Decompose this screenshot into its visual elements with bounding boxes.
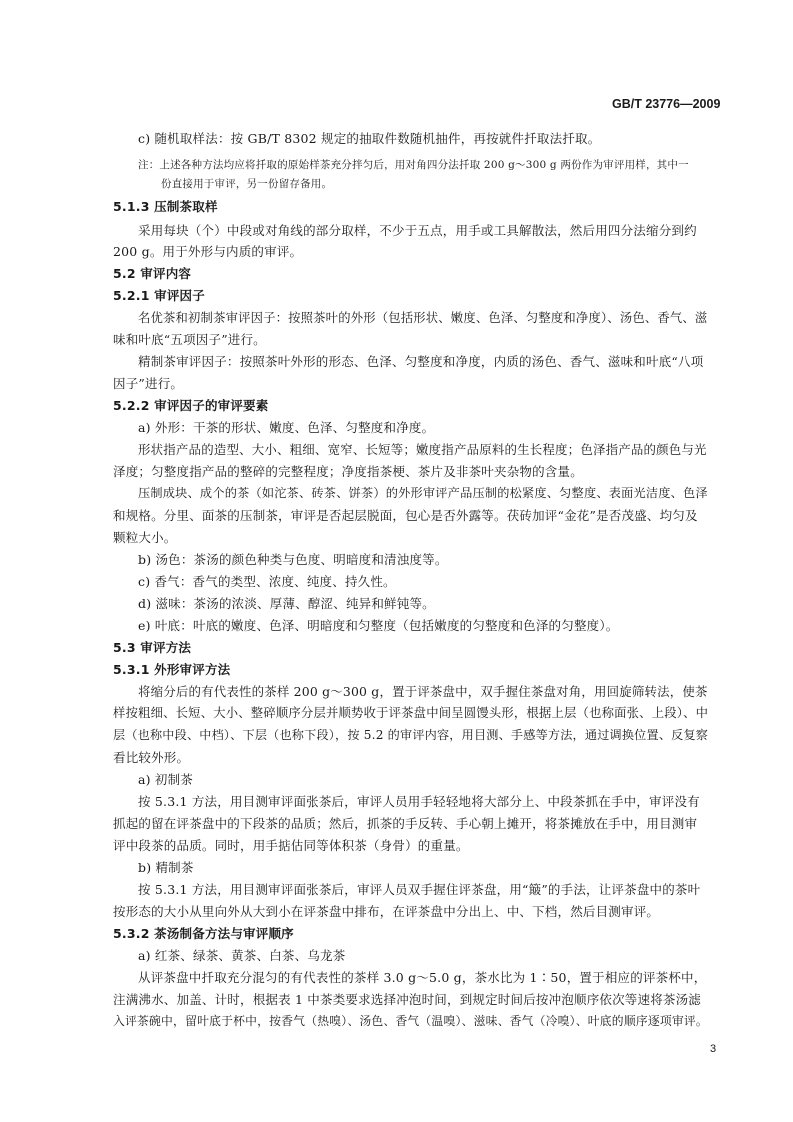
section-heading-5-2-2: 5.2.2 审评因子的审评要素 [113, 398, 269, 413]
list-item-e-infused-leaf: e) 叶底：叶底的嫩度、色泽、明暗度和匀整度（包括嫩度的匀整度和色泽的匀整度）。 [138, 618, 619, 633]
note-line-1: 注：上述各种方法均应将扦取的原始样茶充分拌匀后，用对角四分法扦取 200 g～300 g 两份作为审评用样，其中一 [138, 159, 689, 171]
list-item-b-liquor-color: b) 汤色：茶汤的颜色种类与色度、明暗度和清浊度等。 [138, 552, 448, 567]
paragraph-line: 名优茶和初制茶审评因子：按照茶叶的外形（包括形状、嫩度、色泽、匀整度和净度）、汤色、香气、滋 [138, 311, 708, 325]
paragraph-line: 味和叶底“五项因子”进行。 [113, 332, 266, 347]
section-heading-5-3-2: 5.3.2 茶汤制备方法与审评顺序 [113, 926, 294, 941]
paragraph-line: 看比较外形。 [113, 750, 190, 765]
list-item-a-primary-tea: a) 初制茶 [138, 772, 194, 787]
paragraph-line: 抓起的留在评茶盘中的下段茶的品质；然后，抓茶的手反转、手心朝上摊开，将茶摊放在手中，用目测审 [113, 816, 698, 831]
list-item-a-tea-types: a) 红茶、绿茶、黄茶、白茶、乌龙茶 [138, 948, 346, 963]
list-item-b-refined-tea: b) 精制茶 [138, 860, 194, 875]
paragraph-line: 将缩分后的有代表性的茶样 200 g～300 g，置于评茶盘中，双手握住茶盘对角，用回旋筛转法，使茶 [138, 684, 708, 699]
paragraph-line: 和规格。分里、面茶的压制茶，审评是否起层脱面，包心是否外露等。茯砖加评“金花”是否茂盛、均匀及 [113, 508, 698, 523]
paragraph-line: 200 g。用于外形与内质的审评。 [113, 244, 303, 259]
paragraph-line: 精制茶审评因子：按照茶叶外形的形态、色泽、匀整度和净度，内质的汤色、香气、滋味和叶底“八项 [138, 354, 704, 369]
paragraph-line: 层（也称中段、中档）、下层（也称下段），按 5.2 的审评内容，用目测、手感等方法，通过调换位置、反复察 [113, 728, 709, 742]
section-heading-5-2-1: 5.2.1 审评因子 [113, 288, 205, 303]
paragraph-line: 按 5.3.1 方法，用目测审评面张茶后，审评人员双手握住评茶盘，用“簸”的手法，让评茶盘中的茶叶 [138, 882, 701, 897]
standard-code: GB/T 23776—2009 [612, 97, 721, 111]
paragraph-line: 压制成块、成个的茶（如沱茶、砖茶、饼茶）的外形审评产品压制的松紧度、匀整度、表面光洁度、色泽 [138, 486, 708, 500]
paragraph-line: 颗粒大小。 [113, 530, 177, 545]
paragraph-line: 评中段茶的品质。同时，用手掂估同等体积茶（身骨）的重量。 [113, 838, 469, 853]
paragraph-line: 注满沸水、加盖、计时，根据表 1 中茶类要求选择冲泡时间，到规定时间后按冲泡顺序依次等速将茶汤滤 [113, 992, 702, 1007]
paragraph-line: 采用每块（个）中段或对角线的部分取样，不少于五点，用手或工具解散法，然后用四分法缩分到约 [138, 223, 697, 238]
list-item-d-taste: d) 滋味：茶汤的浓淡、厚薄、醇涩、纯异和鲜钝等。 [138, 596, 435, 611]
section-heading-5-3: 5.3 审评方法 [113, 640, 192, 655]
page-number: 3 [710, 1043, 717, 1055]
list-item-c-random-sampling: c) 随机取样法：按 GB/T 8302 规定的抽取件数随机抽件，再按就件扦取法扦取。 [138, 131, 601, 146]
section-heading-5-2: 5.2 审评内容 [113, 266, 192, 281]
section-heading-5-1-3: 5.1.3 压制茶取样 [113, 199, 218, 214]
paragraph-line: 入评茶碗中，留叶底于杯中，按香气（热嗅）、汤色、香气（温嗅）、滋味、香气（冷嗅）、叶底的顺序逐项审评。 [113, 1014, 708, 1028]
paragraph-line: 形状指产品的造型、大小、粗细、宽窄、长短等；嫩度指产品原料的生长程度；色泽指产品的颜色与光 [138, 442, 707, 457]
list-item-a-appearance: a) 外形：干茶的形状、嫩度、色泽、匀整度和净度。 [138, 420, 435, 435]
paragraph-line: 按形态的大小从里向外从大到小在评茶盘中排布，在评茶盘中分出上、中、下档，然后目测审评。 [113, 904, 660, 919]
list-item-c-aroma: c) 香气：香气的类型、浓度、纯度、持久性。 [138, 574, 396, 589]
paragraph-line: 泽度；匀整度指产品的整碎的完整程度；净度指茶梗、茶片及非茶叶夹杂物的含量。 [113, 464, 583, 479]
paragraph-line: 从评茶盘中扦取充分混匀的有代表性的茶样 3.0 g～5.0 g，茶水比为 1∶50，置于相应的评茶杯中， [138, 970, 707, 985]
section-heading-5-3-1: 5.3.1 外形审评方法 [113, 662, 231, 677]
paragraph-line: 因子”进行。 [113, 376, 184, 391]
paragraph-line: 样按粗细、长短、大小、整碎顺序分层并顺势收于评茶盘中间呈圆馒头形，根据上层（也称面张、上段）、中 [113, 706, 709, 720]
note-line-2: 份直接用于审评，另一份留存备用。 [161, 178, 333, 190]
paragraph-line: 按 5.3.1 方法，用目测审评面张茶后，审评人员用手轻轻地将大部分上、中段茶抓在手中，审评没有 [138, 794, 700, 809]
